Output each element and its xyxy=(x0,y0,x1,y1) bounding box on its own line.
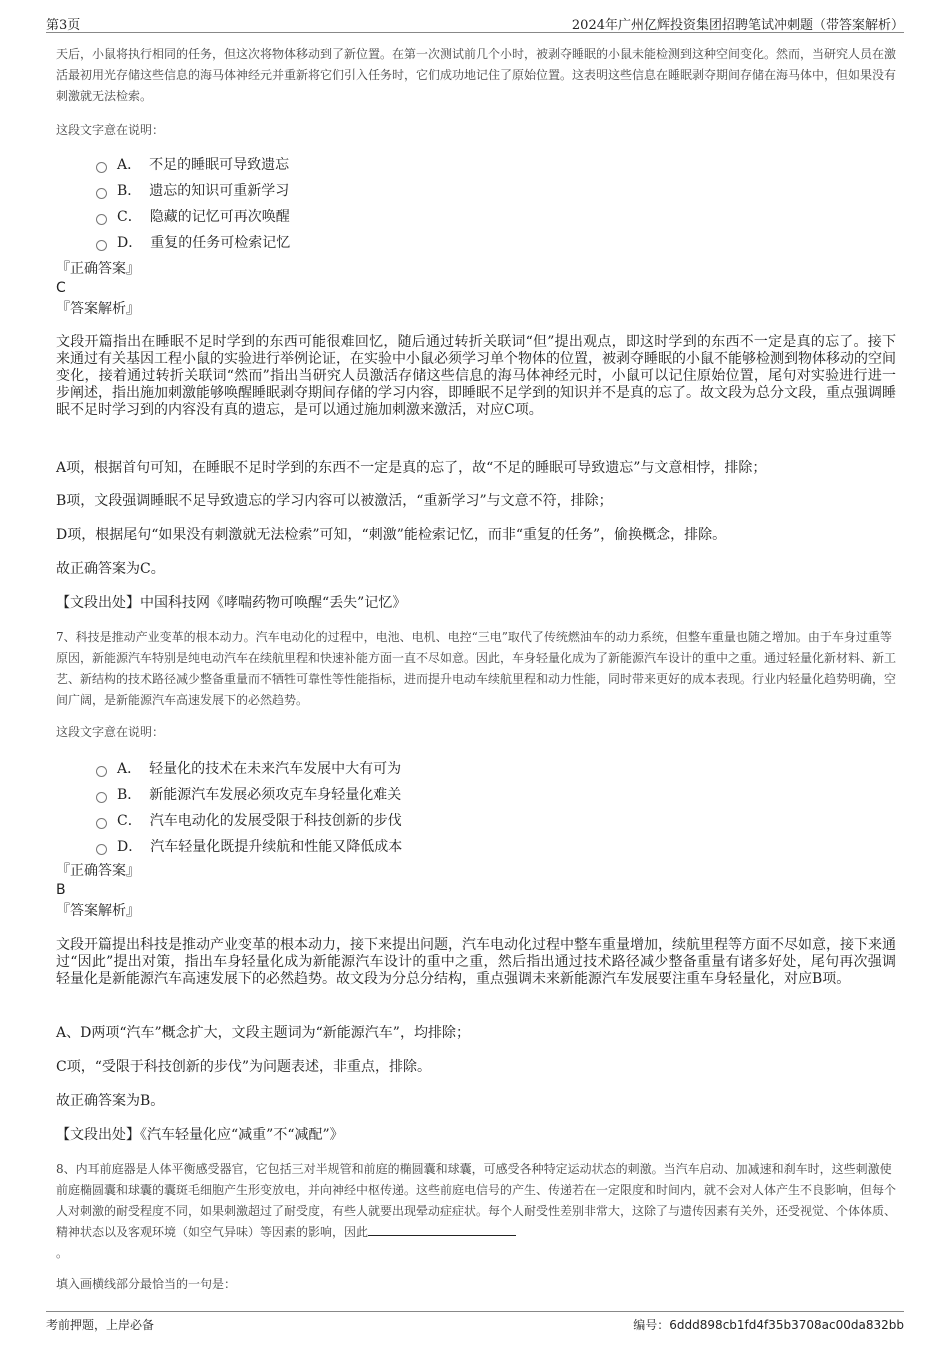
q6-option-b[interactable]: B． 遗忘的知识可重新学习 xyxy=(96,177,856,203)
radio-icon[interactable] xyxy=(96,844,107,855)
radio-icon[interactable] xyxy=(96,240,107,251)
radio-icon[interactable] xyxy=(96,818,107,829)
q7-analysis-c: C项，“受限于科技创新的步伐”为问题表述，非重点，排除。 xyxy=(56,1059,432,1075)
q7-source: 【文段出处】《汽车轻量化应“减重”不“减配”》 xyxy=(56,1127,344,1143)
q7-analysis-main: 文段开篇提出科技是推动产业变革的根本动力，接下来提出问题，汽车电动化过程中整车重量增加，续航里程等方面不尽如意，接下来通过“因此”提出对策，指出车身轻量化成为新能源汽车设计的重中之重，然后指出通过技术路径减少整备重量有诸多好处，尾句再次强调轻量化是新能源汽车高速发展下的必然趋势。故文段为分总分结构，重点强调未来新能源汽车发展要注重车身轻量化，对应B项。 xyxy=(56,937,896,987)
q7-option-c[interactable]: C． 汽车电动化的发展受限于科技创新的步伐 xyxy=(96,807,856,833)
radio-icon[interactable] xyxy=(96,766,107,777)
q7-conclusion: 故正确答案为B。 xyxy=(56,1093,165,1109)
q6-analysis-a: A项，根据首句可知，在睡眠不足时学到的东西不一定是真的忘了，故“不足的睡眠可导致遗忘”与文意相悖，排除； xyxy=(56,460,767,476)
q6-option-a[interactable]: A． 不足的睡眠可导致遗忘 xyxy=(96,151,856,177)
q8-prompt: 填入画横线部分最恰当的一句是： xyxy=(56,1277,237,1291)
radio-icon[interactable] xyxy=(96,214,107,225)
q6-conclusion: 故正确答案为C。 xyxy=(56,561,165,577)
q6-analysis-main: 文段开篇指出在睡眠不足时学到的东西可能很难回忆，随后通过转折关联词“但”提出观点，即这时学到的东西不一定是真的忘了。接下来通过有关基因工程小鼠的实验进行举例论证，在实验中小鼠必须学习单个物体的位置，被剥夺睡眠的小鼠不能够检测到物体移动的空间变化，接着通过转折关联词“然而”指出当研究人员激活存储这些信息的海马体神经元时，小鼠可以记住原始位置，尾句对实验进行进一步阐述，指出施加刺激能够唤醒睡眠剥夺期间存储的学习内容，即睡眠不足学到的知识并不是真的忘了。故文段为总分文段，重点强调睡眠不足时学习到的内容没有真的遗忘，是可以通过施加刺激来激活，对应C项。 xyxy=(56,334,896,418)
page-footer xyxy=(46,1311,904,1336)
q6-passage: 天后，小鼠将执行相同的任务，但这次将物体移动到了新位置。在第一次测试前几个小时，被剥夺睡眠的小鼠未能检测到这种空间变化。然而，当研究人员在激活最初用光存储这些信息的海马体神经元并重新将它们引入任务时，它们成功地记住了原始位置。这表明这些信息在睡眠剥夺期间存储在海马体中，但如果没有刺激就无法检索。 xyxy=(56,47,897,103)
q6-analysis-label: 『答案解析』 xyxy=(56,301,140,317)
q8-passage: 8、内耳前庭器是人体平衡感受器官，它包括三对半规管和前庭的椭圆囊和球囊，可感受各种特定运动状态的刺激。当汽车启动、加减速和刹车时，这些刺激使前庭椭圆囊和球囊的囊斑毛细胞产生形变放电，并向神经中枢传递。这些前庭电信号的产生、传递若在一定限度和时间内，就不会对人体产生不良影响，但每个人对刺激的耐受程度不同，如果刺激超过了耐受度，有些人就要出现晕动症症状。每个人耐受性差别非常大，这除了与遗传因素有关外，还受视觉、个体体质、精神状态以及客观环境（如空气异味）等因素的影响，因此 。 xyxy=(56,1162,897,1260)
footer-slogan: 考前押题，上岸必备 xyxy=(46,1318,155,1332)
radio-icon[interactable] xyxy=(96,188,107,199)
page-header xyxy=(46,12,904,33)
q7-analysis-label: 『答案解析』 xyxy=(56,903,140,919)
radio-icon[interactable] xyxy=(96,792,107,803)
q6-answer: C xyxy=(56,280,66,296)
q6-options xyxy=(96,151,856,255)
q7-prompt: 这段文字意在说明： xyxy=(56,725,165,739)
q6-prompt: 这段文字意在说明： xyxy=(56,123,165,137)
q6-analysis-d: D项，根据尾句“如果没有刺激就无法检索”可知，“刺激”能检索记忆，而非“重复的任务”，偷换概念，排除。 xyxy=(56,527,727,543)
q7-passage: 7、科技是推动产业变革的根本动力。汽车电动化的过程中，电池、电机、电控“三电”取代了传统燃油车的动力系统，但整车重量也随之增加。由于车身过重等原因，新能源汽车特别是纯电动汽车在续航里程和快速补能方面一直不尽如意。因此，车身轻量化成为了新能源汽车设计的重中之重。通过轻量化新材料、新工艺、新结构的技术路径减少整备重量而不牺牲可靠性等性能指标，进而提升电动车续航里程和动力性能，同时带来更好的成本表现。行业内轻量化趋势明确，空间广阔，是新能源汽车高速发展下的必然趋势。 xyxy=(56,630,897,707)
page-number: 第3页 xyxy=(46,18,81,33)
q6-source: 【文段出处】中国科技网《哮喘药物可唤醒“丢失”记忆》 xyxy=(56,595,407,611)
q6-option-c[interactable]: C． 隐藏的记忆可再次唤醒 xyxy=(96,203,856,229)
q6-analysis-b: B项，文段强调睡眠不足导致遗忘的学习内容可以被激活，“重新学习”与文意不符，排除； xyxy=(56,493,613,509)
q7-options xyxy=(96,755,856,859)
q6-answer-label: 『正确答案』 xyxy=(56,261,140,277)
document-title: 2024年广州亿辉投资集团招聘笔试冲刺题（带答案解析） xyxy=(571,18,904,33)
q6-option-d[interactable]: D． 重复的任务可检索记忆 xyxy=(96,229,856,255)
q7-option-a[interactable]: A． 轻量化的技术在未来汽车发展中大有可为 xyxy=(96,755,856,781)
q7-analysis-ad: A、D两项“汽车”概念扩大，文段主题词为“新能源汽车”，均排除； xyxy=(56,1025,470,1041)
radio-icon[interactable] xyxy=(96,162,107,173)
q7-option-b[interactable]: B． 新能源汽车发展必须攻克车身轻量化难关 xyxy=(96,781,856,807)
fill-blank[interactable] xyxy=(368,1223,516,1236)
q7-answer-label: 『正确答案』 xyxy=(56,863,140,879)
footer-code: 编号：6ddd898cb1fd4f35b3708ac00da832bb xyxy=(633,1318,904,1332)
q7-answer: B xyxy=(56,882,66,898)
q7-option-d[interactable]: D． 汽车轻量化既提升续航和性能又降低成本 xyxy=(96,833,856,859)
